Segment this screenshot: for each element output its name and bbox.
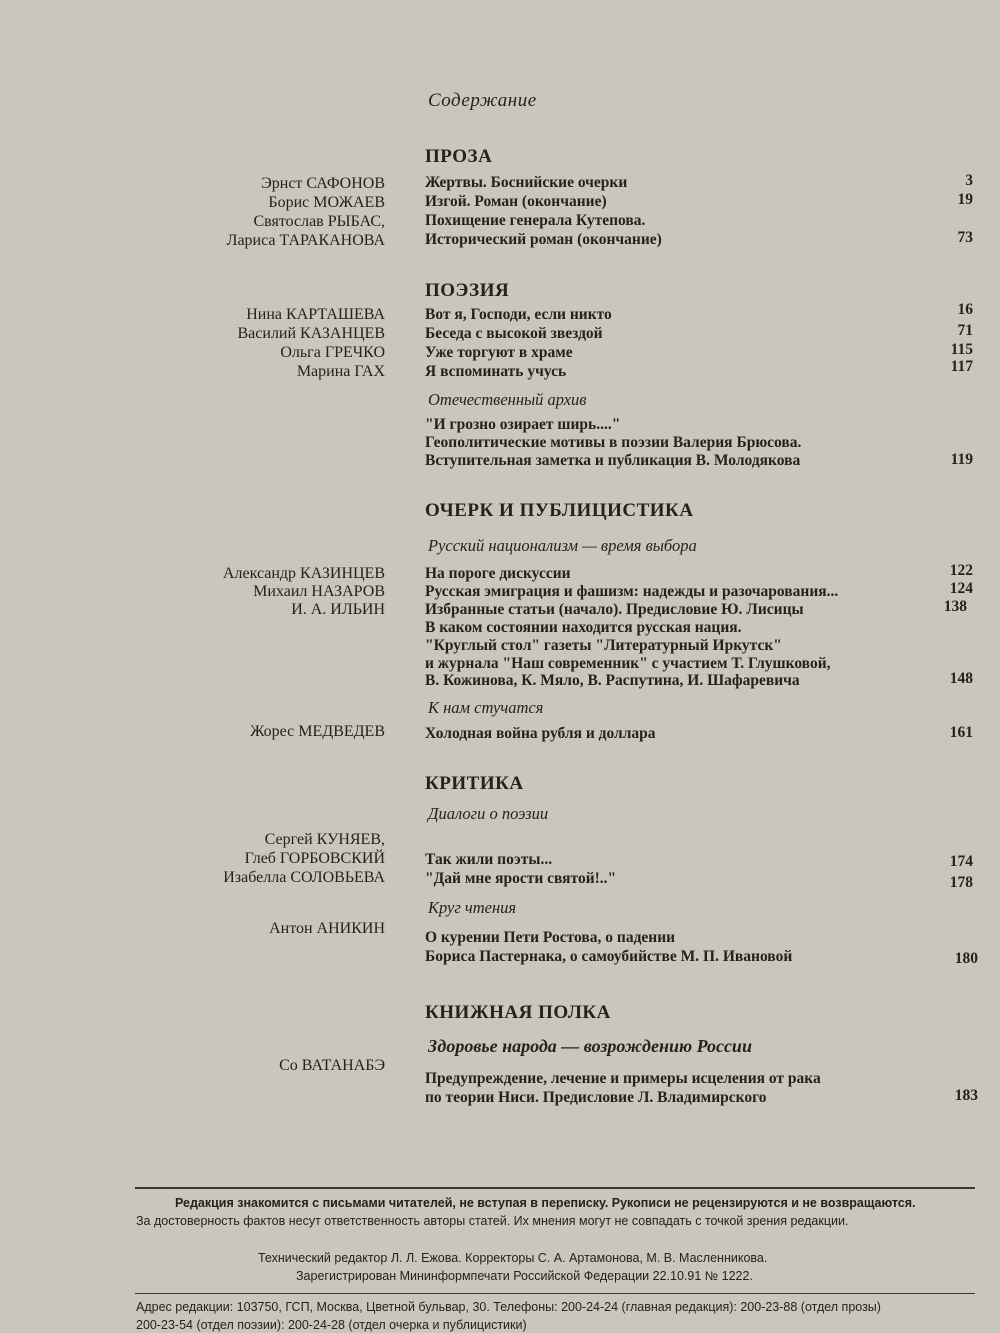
entry-title: На пороге дискуссии	[425, 565, 571, 582]
entry-page: 161	[949, 724, 973, 741]
entry-author: Марина ГАХ	[296, 363, 385, 380]
entry-title: Бориса Пастернака, о самоубийстве М. П. Ивановой	[425, 948, 793, 965]
section-heading-knizhnaya-polka: КНИЖНАЯ ПОЛКА	[425, 1002, 611, 1023]
entry-page: 122	[949, 562, 973, 579]
entry-author: Лариса ТАРАКАНОВА	[226, 232, 385, 249]
entry-title: Изгой. Роман (окончание)	[425, 193, 607, 210]
footer-phones: 200-23-54 (отдел поэзии): 200-24-28 (отдел очерка и публицистики)	[136, 1318, 527, 1332]
entry-page: 3	[965, 172, 973, 189]
subsection-heading: Отечественный архив	[428, 390, 587, 409]
entry-author: Изабелла СОЛОВЬЕВА	[223, 869, 385, 886]
entry-title: по теории Ниси. Предисловие Л. Владимирского	[425, 1089, 767, 1106]
entry-title: Уже торгуют в храме	[425, 344, 573, 361]
entry-author: Борис МОЖАЕВ	[268, 194, 385, 211]
entry-page: 19	[957, 191, 973, 208]
entry-author: Святослав РЫБАС,	[253, 213, 385, 230]
entry-author: Александр КАЗИНЦЕВ	[222, 565, 385, 582]
toc-title: Содержание	[428, 90, 537, 111]
entry-author: Эрнст САФОНОВ	[261, 175, 385, 192]
entry-page: 117	[950, 358, 973, 375]
entry-page: 180	[954, 950, 978, 967]
entry-title: "И грозно озирает ширь...."	[425, 416, 621, 433]
section-heading-poeziya: ПОЭЗИЯ	[425, 280, 510, 301]
footer-rule-lower	[135, 1293, 975, 1294]
footer-responsibility-note: За достоверность фактов несут ответственность авторы статей. Их мнения могут не совпадать с точкой зрения редакции.	[136, 1214, 849, 1228]
entry-author: Василий КАЗАНЦЕВ	[237, 325, 385, 342]
entry-title: "Дай мне ярости святой!.."	[425, 870, 617, 887]
entry-title: Русская эмиграция и фашизм: надежды и разочарования...	[425, 583, 839, 600]
subsection-heading: Русский национализм — время выбора	[428, 536, 697, 555]
entry-page: 174	[949, 853, 973, 870]
entry-title: Вступительная заметка и публикация В. Молодякова	[425, 452, 801, 469]
entry-title: Жертвы. Боснийские очерки	[425, 174, 628, 191]
entry-page: 138	[943, 598, 967, 615]
footer-address: Адрес редакции: 103750, ГСП, Москва, Цветной бульвар, 30. Телефоны: 200-24-24 (главная редакция): 200-23-88 (отдел прозы)	[136, 1300, 881, 1314]
entry-title: Беседа с высокой звездой	[425, 325, 603, 342]
entry-page: 16	[957, 301, 973, 318]
entry-author: Михаил НАЗАРОВ	[253, 583, 385, 600]
entry-title: Я вспоминать учусь	[425, 363, 567, 380]
section-heading-ocherk: ОЧЕРК И ПУБЛИЦИСТИКА	[425, 500, 694, 521]
entry-author: Антон АНИКИН	[269, 920, 385, 937]
entry-title: Холодная война рубля и доллара	[425, 725, 656, 742]
subsection-heading: Диалоги о поэзии	[428, 804, 549, 823]
entry-title: Похищение генерала Кутепова.	[425, 212, 646, 229]
section-heading-kritika: КРИТИКА	[425, 773, 524, 794]
subsection-heading: Здоровье народа — возрождению России	[428, 1036, 752, 1056]
entry-page: 73	[957, 229, 973, 246]
entry-page: 178	[949, 874, 973, 891]
footer-rule	[135, 1187, 975, 1189]
entry-page: 119	[950, 451, 973, 468]
entry-author: Глеб ГОРБОВСКИЙ	[244, 850, 385, 867]
entry-author: Со ВАТАНАБЭ	[279, 1057, 385, 1074]
subsection-heading: Круг чтения	[428, 898, 517, 917]
entry-page: 124	[949, 580, 973, 597]
entry-author: Нина КАРТАШЕВА	[246, 306, 385, 323]
entry-title: "Круглый стол" газеты "Литературный Иркутск"	[425, 637, 782, 654]
entry-title: Предупреждение, лечение и примеры исцеления от рака	[425, 1070, 821, 1087]
entry-page: 71	[957, 322, 973, 339]
entry-title: О курении Пети Ростова, о падении	[425, 929, 676, 946]
entry-title: Вот я, Господи, если никто	[425, 306, 612, 323]
entry-author: И. А. ИЛЬИН	[291, 601, 385, 618]
footer-editors: Технический редактор Л. Л. Ежова. Корректоры С. А. Артамонова, М. В. Масленникова.	[258, 1251, 768, 1265]
entry-title: В. Кожинова, К. Мяло, В. Распутина, И. Шафаревича	[425, 672, 800, 689]
entry-title: Так жили поэты...	[425, 851, 553, 868]
entry-title: Избранные статьи (начало). Предисловие Ю. Лисицы	[425, 601, 804, 618]
entry-author: Ольга ГРЕЧКО	[280, 344, 385, 361]
entry-title: и журнала "Наш современник" с участием Т. Глушковой,	[425, 655, 831, 672]
entry-page: 183	[954, 1087, 978, 1104]
section-heading-proza: ПРОЗА	[425, 146, 493, 167]
footer-editorial-note: Редакция знакомится с письмами читателей, не вступая в переписку. Рукописи не рецензируются и не возвращаются.	[175, 1196, 916, 1210]
entry-author: Жорес МЕДВЕДЕВ	[250, 723, 385, 740]
entry-author: Сергей КУНЯЕВ,	[264, 831, 385, 848]
entry-title: Геополитические мотивы в поэзии Валерия Брюсова.	[425, 434, 802, 451]
entry-title: Исторический роман (окончание)	[425, 231, 662, 248]
entry-page: 115	[950, 341, 973, 358]
entry-page: 148	[949, 670, 973, 687]
subsection-heading: К нам стучатся	[428, 698, 544, 717]
entry-title: В каком состоянии находится русская нация.	[425, 619, 742, 636]
footer-registration: Зарегистрирован Мининформпечати Российской Федерации 22.10.91 № 1222.	[296, 1269, 753, 1283]
